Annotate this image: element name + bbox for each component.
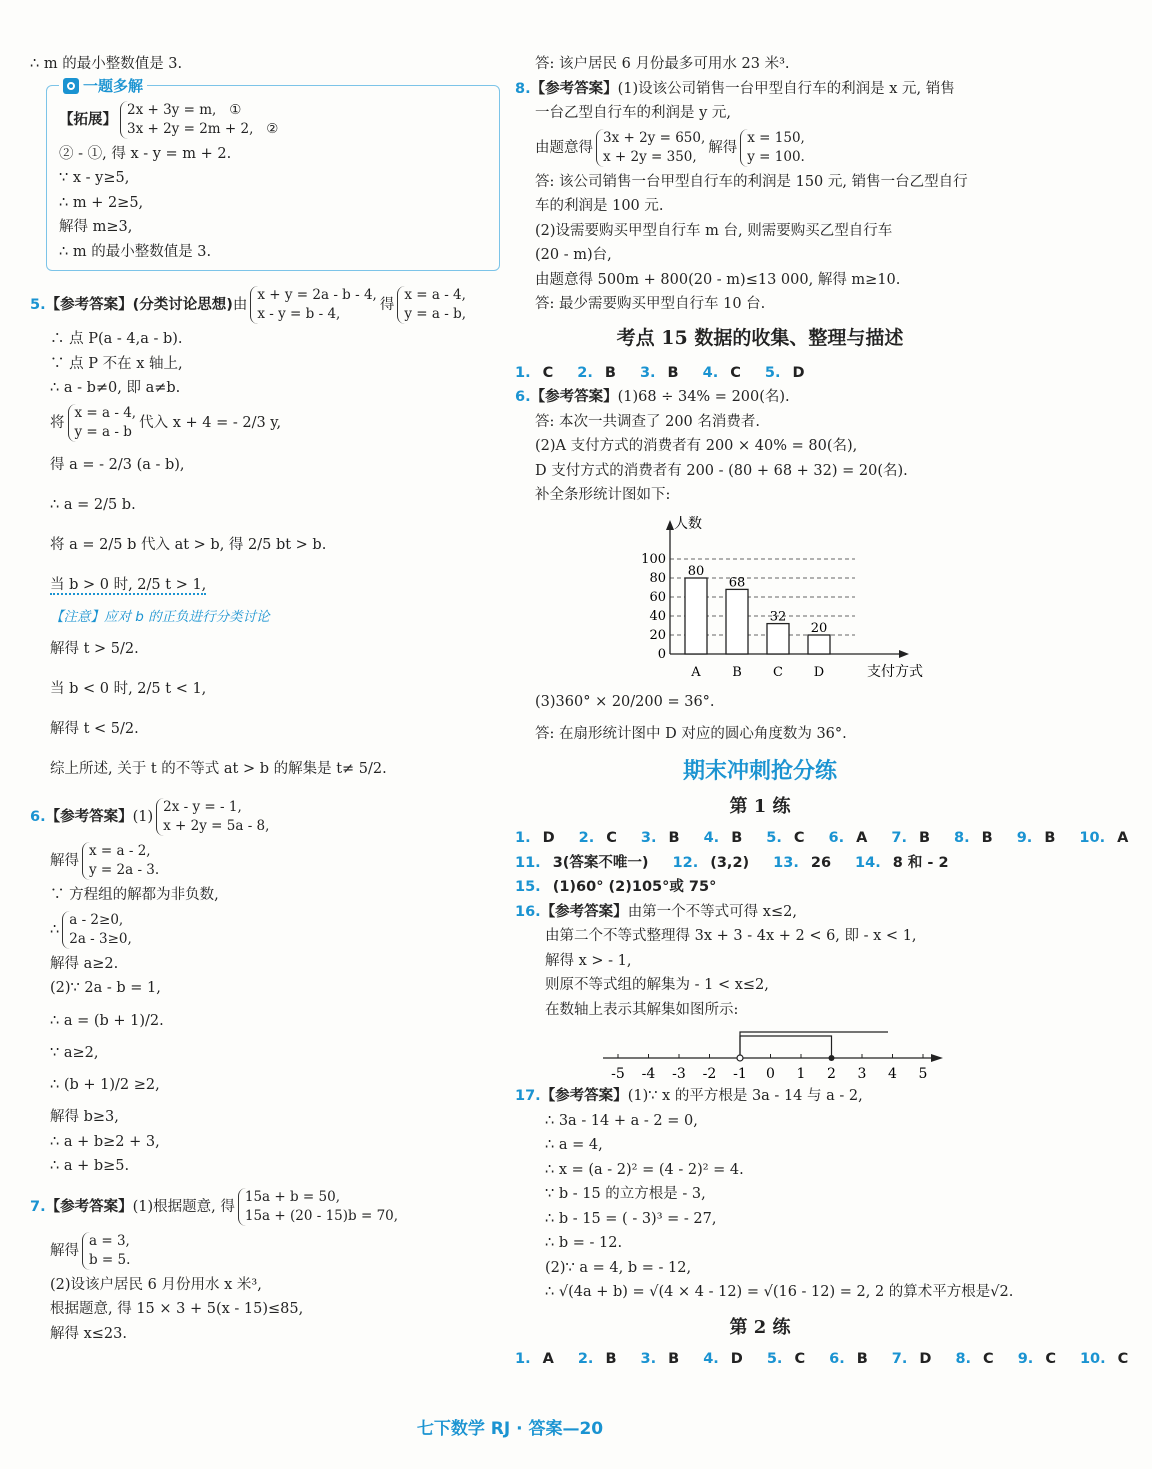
answer-number: 2. <box>577 1350 594 1367</box>
answer-number: 1. <box>515 1350 531 1367</box>
tick-label: 4 <box>888 1066 897 1082</box>
q6r-line-5: 补全条形统计图如下: <box>535 487 671 503</box>
final-title: 期末冲刺抢分练 <box>682 759 837 784</box>
box-line-5: ∴ m 的最小整数值是 3. <box>59 243 212 260</box>
box-title: 一题多解 <box>59 75 147 96</box>
q5-line-10: 当 b < 0 时, 2/5 t < 1, <box>50 681 207 697</box>
answer-item <box>640 365 691 381</box>
x-axis-label: 支付方式 <box>867 663 923 680</box>
answer-value: B <box>605 1350 617 1367</box>
q8-header: 8.【参考答案】(1)设该公司销售一台甲型自行车的利润是 x 元, 销售 <box>515 80 955 97</box>
answer-item <box>703 365 753 381</box>
answer-number: 4. <box>702 364 719 381</box>
q16-line-5: 在数轴上表示其解集如图所示: <box>545 1001 739 1018</box>
answer-number: 4. <box>703 830 720 846</box>
answer-item <box>515 830 567 846</box>
answer-number: 13. <box>773 854 799 871</box>
page-footer: 七下数学 RJ · 答案—20 <box>416 1419 604 1439</box>
q6r-line-4: D 支付方式的消费者有 200 - (80 + 68 + 32) = 20(名). <box>535 462 908 479</box>
drill1-row-2 <box>515 851 1005 876</box>
answer-item <box>1018 1351 1068 1367</box>
answer-value: C <box>1117 1350 1129 1367</box>
number-line <box>603 1024 953 1084</box>
bar-B <box>726 589 748 654</box>
q6r-line-7: 答: 在扇形统计图中 D 对应的圆心角度数为 36°. <box>535 725 847 742</box>
q17-line-5: ∵ b - 15 的立方根是 - 3, <box>545 1186 706 1202</box>
answer-item <box>829 1351 880 1367</box>
q5-line-8: 当 b > 0 时, 2/5 t > 1, <box>50 576 207 593</box>
open-point <box>737 1055 743 1061</box>
q7-line-2: (2)设该户居民 6 月份用水 x 米³, <box>50 1276 262 1293</box>
y-tick-label: 0 <box>657 646 666 662</box>
tick-label: -2 <box>702 1066 717 1082</box>
answer-item <box>954 830 1005 846</box>
q5-line-6: ∴ a = 2/5 b. <box>50 496 136 513</box>
answer-number: 5. <box>766 1350 783 1367</box>
bar-chart <box>625 512 925 682</box>
tick-label: -4 <box>641 1066 656 1082</box>
q8-line-3: 由题意得3x + 2y = 650, x + 2y = 350,解得x = 150, y = 100. <box>535 129 805 165</box>
y-tick-label: 40 <box>649 608 666 624</box>
y-tick-label: 100 <box>641 551 666 567</box>
y-tick-label: 80 <box>649 570 666 586</box>
answer-item <box>1080 1351 1140 1367</box>
q7-line-4: 解得 x≤23. <box>50 1325 127 1342</box>
answer-number: 12. <box>672 854 699 871</box>
drill1-row-1 <box>515 826 1129 851</box>
answer-item <box>673 855 762 871</box>
q17-line-6: ∴ b - 15 = ( - 3)³ = - 27, <box>545 1210 717 1227</box>
q6r-line-2: 答: 本次一共调查了 200 名消费者. <box>535 413 760 430</box>
box-system: 【拓展】2x + 3y = m, ① 3x + 2y = 2m + 2, ② <box>59 101 279 137</box>
tick-label: 2 <box>827 1066 836 1082</box>
tick-label: 1 <box>796 1066 806 1082</box>
q16-line-3: 解得 x > - 1, <box>545 952 632 969</box>
answer-number: 3. <box>640 830 657 846</box>
bar-value-label: 32 <box>769 609 787 625</box>
answer-item <box>515 1351 566 1367</box>
answer-number: 14. <box>855 854 881 871</box>
bar-D <box>808 635 830 654</box>
answer-item <box>577 365 628 381</box>
answer-number: 6. <box>829 1350 845 1367</box>
q6-line-9: 解得 b≥3, <box>50 1109 119 1125</box>
answer-number: 4. <box>703 1350 719 1367</box>
q6-line-6: ∴ a = (b + 1)/2. <box>50 1012 164 1029</box>
answer-value: C <box>793 830 805 846</box>
answer-value: B <box>918 830 931 846</box>
mc-answers-15 <box>515 361 1005 386</box>
tick-label: -5 <box>611 1066 625 1082</box>
bar-value-label: 68 <box>728 574 746 590</box>
answer-item <box>855 855 961 871</box>
answer-item <box>515 855 661 871</box>
answer-number: 1. <box>515 364 531 381</box>
answer-number: 5. <box>764 364 781 381</box>
y-tick-label: 60 <box>649 589 666 605</box>
q6-line-4: 解得 a≥2. <box>50 955 119 972</box>
answer-item <box>891 830 942 846</box>
x-axis-arrow <box>899 650 909 658</box>
closed-point <box>829 1055 835 1061</box>
answer-value: B <box>731 830 743 846</box>
answer-value: C <box>794 1350 806 1367</box>
answer-item <box>767 1351 817 1367</box>
answer-number: 6. <box>828 830 845 846</box>
y-axis-label: 人数 <box>674 515 702 532</box>
answer-value: A <box>542 1350 554 1367</box>
q6r-line-3: (2)A 支付方式的消费者有 200 × 40% = 80(名), <box>535 438 858 454</box>
q17-line-9: ∴ √(4a + b) = √(4 × 4 - 12) = √(16 - 12) = 2, 2 的算术平方根是√2. <box>545 1284 1014 1300</box>
tick-label: -3 <box>672 1066 686 1082</box>
answer-number: 10. <box>1079 1350 1106 1367</box>
q6-line-10: ∴ a + b≥2 + 3, <box>50 1133 160 1150</box>
q8-line-8: 由题意得 500m + 800(20 - m)≤13 000, 解得 m≥10. <box>535 271 901 288</box>
answer-value: B <box>668 1350 680 1367</box>
answer-number: 7. <box>891 1350 908 1367</box>
right-line-0: 答: 该户居民 6 月份最多可用水 23 米³. <box>535 56 790 72</box>
lightbulb-icon <box>63 78 79 94</box>
answer-value: 26 <box>810 854 832 871</box>
answer-item <box>578 1351 629 1367</box>
answer-value: A <box>856 830 868 846</box>
drill2-row <box>515 1347 1129 1372</box>
q5-line-3: ∴ a - b≠0, 即 a≠b. <box>50 380 181 396</box>
category-label: D <box>813 664 825 680</box>
answer-number: 2. <box>577 364 593 381</box>
answer-number: 8. <box>954 830 970 846</box>
answer-item <box>1017 830 1068 846</box>
answer-value: C <box>606 830 617 846</box>
tick-label: -1 <box>733 1066 747 1082</box>
q5-note: 【注意】应对 b 的正负进行分类讨论 <box>50 608 270 625</box>
box-line-4: 解得 m≥3, <box>59 219 133 235</box>
tick-label: 3 <box>857 1066 867 1082</box>
answer-number: 3. <box>639 364 656 381</box>
answer-item <box>829 830 880 846</box>
category-label: C <box>773 664 783 680</box>
q5-header: 5.【参考答案】(分类讨论思想)由x + y = 2a - b - 4, x - y = b - 4,得x = a - 4, y = a - b, <box>30 287 467 322</box>
q6-header: 6.【参考答案】(1)2x - y = - 1, x + 2y = 5a - 8, <box>30 799 270 834</box>
q6-line-11: ∴ a + b≥5. <box>50 1158 130 1174</box>
answer-value: B <box>981 830 993 846</box>
q5-line-1: ∴ 点 P(a - 4,a - b). <box>50 331 183 347</box>
q8-line-9: 答: 最少需要购买甲型自行车 10 台. <box>535 296 766 312</box>
right-column <box>515 52 1129 1371</box>
axis-arrow <box>931 1054 943 1062</box>
answer-number: 8. <box>955 1350 972 1367</box>
q7-line-1: 解得a = 3, b = 5. <box>50 1232 131 1268</box>
q7-line-3: 根据题意, 得 15 × 3 + 5(x - 15)≤85, <box>50 1301 304 1317</box>
answer-value: B <box>604 364 616 381</box>
q17-line-8: (2)∵ a = 4, b = - 12, <box>545 1259 692 1276</box>
answer-value: C <box>983 1350 994 1367</box>
category-label: B <box>732 664 742 680</box>
q8-line-4: 答: 该公司销售一台甲型自行车的利润是 150 元, 销售一台乙型自行 <box>535 173 968 190</box>
answer-value: B <box>856 1350 868 1367</box>
answer-value: 3(答案不唯一) <box>552 854 649 871</box>
q6-line-7: ∵ a≥2, <box>50 1044 99 1061</box>
box-line-3: ∴ m + 2≥5, <box>59 194 144 211</box>
multi-solution-box <box>46 76 500 272</box>
answer-item <box>515 365 565 381</box>
q16-line-4: 则原不等式组的解集为 - 1 < x≤2, <box>545 977 769 993</box>
q6r-line-6: (3)360° × 20/200 = 36°. <box>535 693 715 710</box>
q8-line-2: 一台乙型自行车的利润是 y 元, <box>535 105 732 121</box>
answer-value: D <box>919 1350 932 1367</box>
answer-value: C <box>542 364 554 381</box>
answer-number: 9. <box>1017 1350 1034 1367</box>
box-line-2: ∵ x - y≥5, <box>59 170 130 186</box>
q6-line-2: ∵ 方程组的解都为非负数, <box>50 887 219 903</box>
bar-C <box>767 623 789 653</box>
bar-value-label: 80 <box>687 563 705 579</box>
q5-line-2: ∵ 点 P 不在 x 轴上, <box>50 355 183 372</box>
bar-value-label: 20 <box>810 620 828 636</box>
category-label: A <box>691 664 701 680</box>
q5-line-9: 解得 t > 5/2. <box>50 641 139 657</box>
q6-line-1: 解得x = a - 2, y = 2a - 3. <box>50 843 160 878</box>
q6-line-3: ∴a - 2≥0, 2a - 3≥0, <box>50 911 132 947</box>
tick-label: 5 <box>918 1066 928 1082</box>
answer-number: 5. <box>766 830 782 846</box>
q5-line-12: 综上所述, 关于 t 的不等式 at > b 的解集是 t≠ 5/2. <box>50 761 387 777</box>
answer-value: D <box>542 830 555 846</box>
answer-number: 7. <box>891 830 907 846</box>
answer-item <box>955 1351 1005 1367</box>
answer-number: 9. <box>1016 830 1033 846</box>
answer-value: B <box>667 364 679 381</box>
answer-item <box>704 830 755 846</box>
answer-number: 10. <box>1079 830 1106 846</box>
answer-number: 11. <box>515 854 541 871</box>
left-line-0: ∴ m 的最小整数值是 3. <box>30 56 183 72</box>
answer-value: B <box>668 830 680 846</box>
q5-line-4: 将x = a - 4, y = a - b代入 x + 4 = - 2/3 y, <box>50 404 282 440</box>
answer-value: 8 和 - 2 <box>892 854 949 871</box>
q17-line-2: ∴ 3a - 14 + a - 2 = 0, <box>545 1112 698 1129</box>
y-axis-arrow <box>666 520 674 530</box>
left-column <box>30 52 500 1346</box>
bar-A <box>685 578 707 654</box>
answer-value: C <box>1045 1350 1056 1367</box>
answer-value: B <box>1044 830 1056 846</box>
q5-line-7: 将 a = 2/5 b 代入 at > b, 得 2/5 bt > b. <box>50 536 327 553</box>
answer-item <box>641 830 692 846</box>
tick-label: 0 <box>766 1066 775 1082</box>
q17-line-3: ∴ a = 4, <box>545 1137 603 1153</box>
answer-number: 2. <box>578 830 595 846</box>
q5-line-11: 解得 t < 5/2. <box>50 721 139 737</box>
q17-header: 17.【参考答案】(1)∵ x 的平方根是 3a - 14 与 a - 2, <box>515 1088 863 1104</box>
solution-bracket-left <box>740 1036 832 1058</box>
q8-line-5: 车的利润是 100 元. <box>535 198 664 214</box>
q5-line-5: 得 a = - 2/3 (a - b), <box>50 456 185 473</box>
answer-item <box>579 830 629 846</box>
q17-line-7: ∴ b = - 12. <box>545 1235 623 1251</box>
answer-item <box>703 1351 755 1367</box>
drill-2-title: 第 2 练 <box>729 1316 791 1338</box>
answer-value: (3,2) <box>710 854 750 871</box>
y-tick-label: 20 <box>649 627 666 643</box>
q6-line-5: (2)∵ 2a - b = 1, <box>50 980 161 996</box>
q8-line-6: (2)设需要购买甲型自行车 m 台, 则需要购买乙型自行车 <box>535 222 893 239</box>
q16-line-2: 由第二个不等式整理得 3x + 3 - 4x + 2 < 6, 即 - x < 1, <box>545 928 917 944</box>
answer-value: A <box>1117 830 1129 846</box>
q16-header: 16.【参考答案】由第一个不等式可得 x≤2, <box>515 903 797 920</box>
answer-number: 3. <box>640 1350 657 1367</box>
q7-header: 7.【参考答案】(1)根据题意, 得15a + b = 50, 15a + (20 - 15)b = 70, <box>30 1188 399 1224</box>
answer-number: 1. <box>515 830 531 846</box>
drill-1-title: 第 1 练 <box>729 796 791 817</box>
answer-item <box>766 830 816 846</box>
answer-item <box>773 855 843 871</box>
answer-item <box>641 1351 692 1367</box>
q6r-header: 6.【参考答案】(1)68 ÷ 34% = 200(名). <box>515 389 790 405</box>
q8-line-7: (20 - m)台, <box>535 247 612 263</box>
q17-line-4: ∴ x = (a - 2)² = (4 - 2)² = 4. <box>545 1161 744 1178</box>
answer-item <box>1079 830 1140 846</box>
section-15-title: 考点 15 数据的收集、整理与描述 <box>616 326 904 349</box>
answer-item <box>765 365 817 381</box>
q6-line-8: ∴ (b + 1)/2 ≥2, <box>50 1077 160 1093</box>
answer-value: C <box>730 364 741 381</box>
drill1-row-3: 15. (1)60° (2)105°或 75° <box>515 879 717 895</box>
answer-value: D <box>730 1350 743 1367</box>
answer-value: D <box>792 364 805 381</box>
box-line-1: ② - ①, 得 x - y = m + 2. <box>59 145 232 162</box>
answer-item <box>892 1351 944 1367</box>
